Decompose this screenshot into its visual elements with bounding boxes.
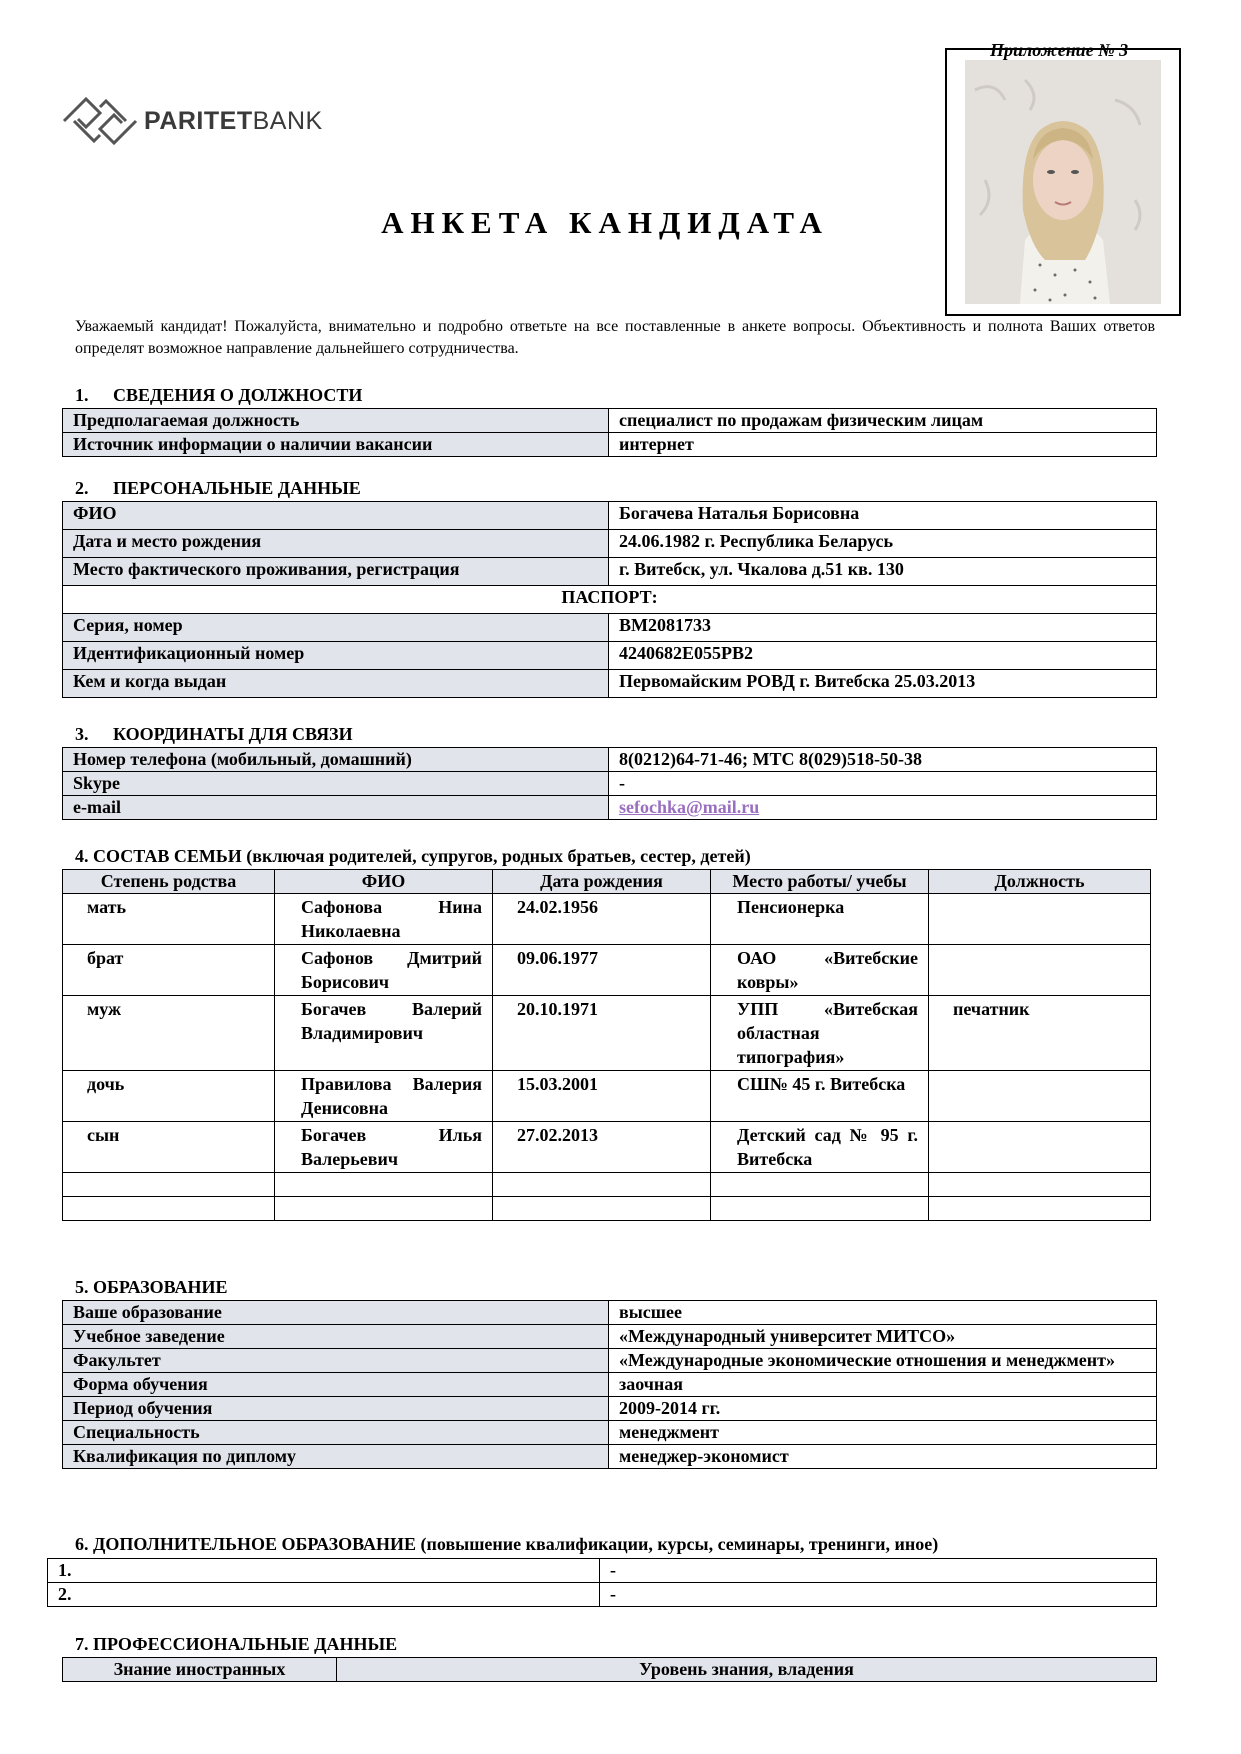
- table-row: Место фактического проживания, регистрация г. Витебск, ул. Чкалова д.51 кв. 130: [63, 558, 1157, 586]
- table-row: [63, 1173, 1151, 1197]
- section-title-position: 1. СВЕДЕНИЯ О ДОЛЖНОСТИ: [75, 385, 363, 405]
- professional-data-table: [62, 1657, 1157, 1682]
- paritet-logo-icon: [60, 90, 140, 152]
- table-row: Квалификация по диплому менеджер-экономист: [63, 1445, 1157, 1469]
- section-title-additional-education: 6. ДОПОЛНИТЕЛЬНОЕ ОБРАЗОВАНИЕ (повышение квалификации, курсы, семинары, тренинги, иное): [75, 1534, 939, 1554]
- family-table: [62, 869, 1151, 1221]
- table-row: дочь Правилова Валерия Денисовна 15.03.2001 СШ№ 45 г. Витебска: [63, 1071, 1151, 1122]
- table-row: Дата и место рождения 24.06.1982 г. Республика Беларусь: [63, 530, 1157, 558]
- intro-text: Уважаемый кандидат! Пожалуйста, внимательно и подробно ответьте на все поставленные в анкете вопросы. Объективность и полнота Ваших ответов определят возможное направление дальнейшего сотрудничества.: [75, 318, 1155, 357]
- table-row: Факультет «Международные экономические отношения и менеджмент»: [63, 1349, 1157, 1373]
- candidate-photo-frame: [945, 48, 1181, 316]
- candidate-photo: [965, 60, 1161, 304]
- section-title-professional: 7. ПРОФЕССИОНАЛЬНЫЕ ДАННЫЕ: [75, 1634, 398, 1654]
- section-title-education: 5. ОБРАЗОВАНИЕ: [75, 1277, 228, 1297]
- table-row: сын Богачев Илья Валерьевич 27.02.2013 Детский сад № 95 г. Витебска: [63, 1122, 1151, 1173]
- table-row: мать Сафонова Нина Николаевна 24.02.1956 Пенсионерка: [63, 894, 1151, 945]
- table-row: Номер телефона (мобильный, домашний) 8(0212)64-71-46; МТС 8(029)518-50-38: [63, 748, 1157, 772]
- table-header-row: Степень родства ФИО Дата рождения Место работы/ учебы Должность: [63, 870, 1151, 894]
- education-table: [62, 1300, 1157, 1469]
- table-row: Предполагаемая должность специалист по продажам физическим лицам: [63, 409, 1157, 433]
- table-row: брат Сафонов Дмитрий Борисович 09.06.1977 ОАО «Витебские ковры»: [63, 945, 1151, 996]
- additional-education-table: [47, 1558, 1157, 1607]
- bank-name: PARITETBANK: [144, 106, 323, 135]
- table-row: Форма обучения заочная: [63, 1373, 1157, 1397]
- table-row: муж Богачев Валерий Владимирович 20.10.1971 УПП «Витебская областная типография» печатник: [63, 996, 1151, 1071]
- appendix-label: Приложение № 3: [990, 40, 1129, 60]
- table-row: Кем и когда выдан Первомайским РОВД г. Витебска 25.03.2013: [63, 670, 1157, 698]
- section-title-personal: 2. ПЕРСОНАЛЬНЫЕ ДАННЫЕ: [75, 478, 361, 498]
- table-row: Период обучения 2009-2014 гг.: [63, 1397, 1157, 1421]
- personal-data-table: [62, 501, 1157, 698]
- table-row: [63, 1197, 1151, 1221]
- table-row: 1. -: [48, 1559, 1157, 1583]
- table-row: e-mail sefochka@mail.ru: [63, 796, 1157, 820]
- table-row: Источник информации о наличии вакансии интернет: [63, 433, 1157, 457]
- email-link[interactable]: sefochka@mail.ru: [619, 797, 760, 817]
- section-title-contacts: 3. КООРДИНАТЫ ДЛЯ СВЯЗИ: [75, 724, 353, 744]
- page-title: АНКЕТА КАНДИДАТА: [381, 205, 829, 240]
- table-row: Ваше образование высшее: [63, 1301, 1157, 1325]
- table-row: Учебное заведение «Международный университет МИТСО»: [63, 1325, 1157, 1349]
- table-row: Специальность менеджмент: [63, 1421, 1157, 1445]
- position-table: [62, 408, 1157, 457]
- table-row: Skype -: [63, 772, 1157, 796]
- bank-logo: [60, 90, 323, 152]
- table-row: 2. -: [48, 1583, 1157, 1607]
- table-row: ФИО Богачева Наталья Борисовна: [63, 502, 1157, 530]
- table-header-row: Знание иностранных Уровень знания, владения: [63, 1658, 1157, 1682]
- contacts-table: [62, 747, 1157, 820]
- table-row: Идентификационный номер 4240682E055PB2: [63, 642, 1157, 670]
- passport-header-row: ПАСПОРТ:: [63, 586, 1157, 614]
- section-title-family: 4. СОСТАВ СЕМЬИ (включая родителей, супругов, родных братьев, сестер, детей): [75, 846, 751, 866]
- table-row: Серия, номер ВМ2081733: [63, 614, 1157, 642]
